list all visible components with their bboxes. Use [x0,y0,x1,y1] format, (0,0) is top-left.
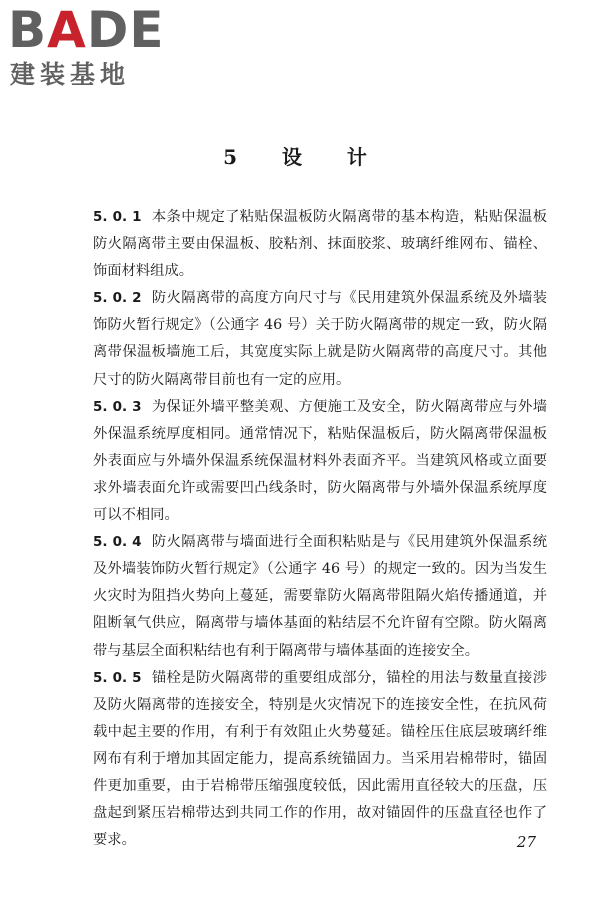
clause-5-0-5 [93,665,547,855]
clause-number: 5. 0. 5 [93,669,142,686]
clause-text: 防火隔离带与墙面进行全面积粘贴是与《民用建筑外保温系统及外墙装饰防火暂行规定》（公通字 46 号）的规定一致的。因为当发生火灾时为阻挡火势向上蔓延，需要靠防火隔离带阻隔火焰传播通道，并阻断氧气供应，隔离带与墙体基面的粘结层不允许留有空隙。防火隔离带与基层全面积粘结也有利于隔离带与墙体基面的连接安全。 [93,534,548,659]
clause-text: 本条中规定了粘贴保温板防火隔离带的基本构造，粘贴保温板防火隔离带主要由保温板、胶粘剂、抹面胶浆、玻璃纤维网布、锚栓、饰面材料组成。 [93,209,548,280]
page-number: 27 [516,833,536,851]
clause-number: 5. 0. 4 [93,534,142,551]
logo-letters-de: DE [86,1,165,59]
clause-text: 防火隔离带的高度方向尺寸与《民用建筑外保温系统及外墙装饰防火暂行规定》（公通字 46 号）关于防火隔离带的规定一致，防火隔离带保温板墙施工后，其宽度实际上就是防火隔离带的高度尺寸。其他尺寸的防火隔离带目前也有一定的应用。 [93,290,548,388]
bade-logo [8,1,183,96]
clause-5-0-2 [93,285,547,393]
clause-number: 5. 0. 3 [93,398,142,415]
logo-letter-b: B [8,1,48,59]
logo-letter-a: A [47,1,87,59]
clause-number: 5. 0. 1 [93,209,142,225]
clause-5-0-1 [93,204,547,285]
clause-text: 锚栓是防火隔离带的重要组成部分，锚栓的用法与数量直接涉及防火隔离带的连接安全，特别是火灾情况下的连接安全性，在抗风荷载中起主要的作用，有利于有效阻止火势蔓延。锚栓压住底层玻璃纤维网布有利于增加其固定能力，提高系统锚固力。当采用岩棉带时，锚固件更加重要，由于岩棉带压缩强度较低，因此需用直径较大的压盘，压盘起到紧压岩棉带达到共同工作的作用，故对锚固件的压盘直径也作了要求。 [93,669,548,849]
logo-subtitle: 建装基地 [10,60,131,89]
clause-number: 5. 0. 2 [93,290,142,307]
clause-text: 为保证外墙平整美观、方便施工及安全，防火隔离带应与外墙外保温系统厚度相同。通常情况下，粘贴保温板后，防火隔离带保温板外表面应与外墙外保温系统保温材料外表面齐平。当建筑风格或立面要求外墙表面允许或需要凹凸线条时，防火隔离带与外墙外保温系统厚度可以不相同。 [93,398,548,524]
clause-5-0-3 [93,394,547,529]
logo-wordmark [8,1,165,59]
clause-5-0-4 [93,529,547,664]
clause-list [93,204,547,854]
chapter-title: 5 设 计 [223,145,377,169]
